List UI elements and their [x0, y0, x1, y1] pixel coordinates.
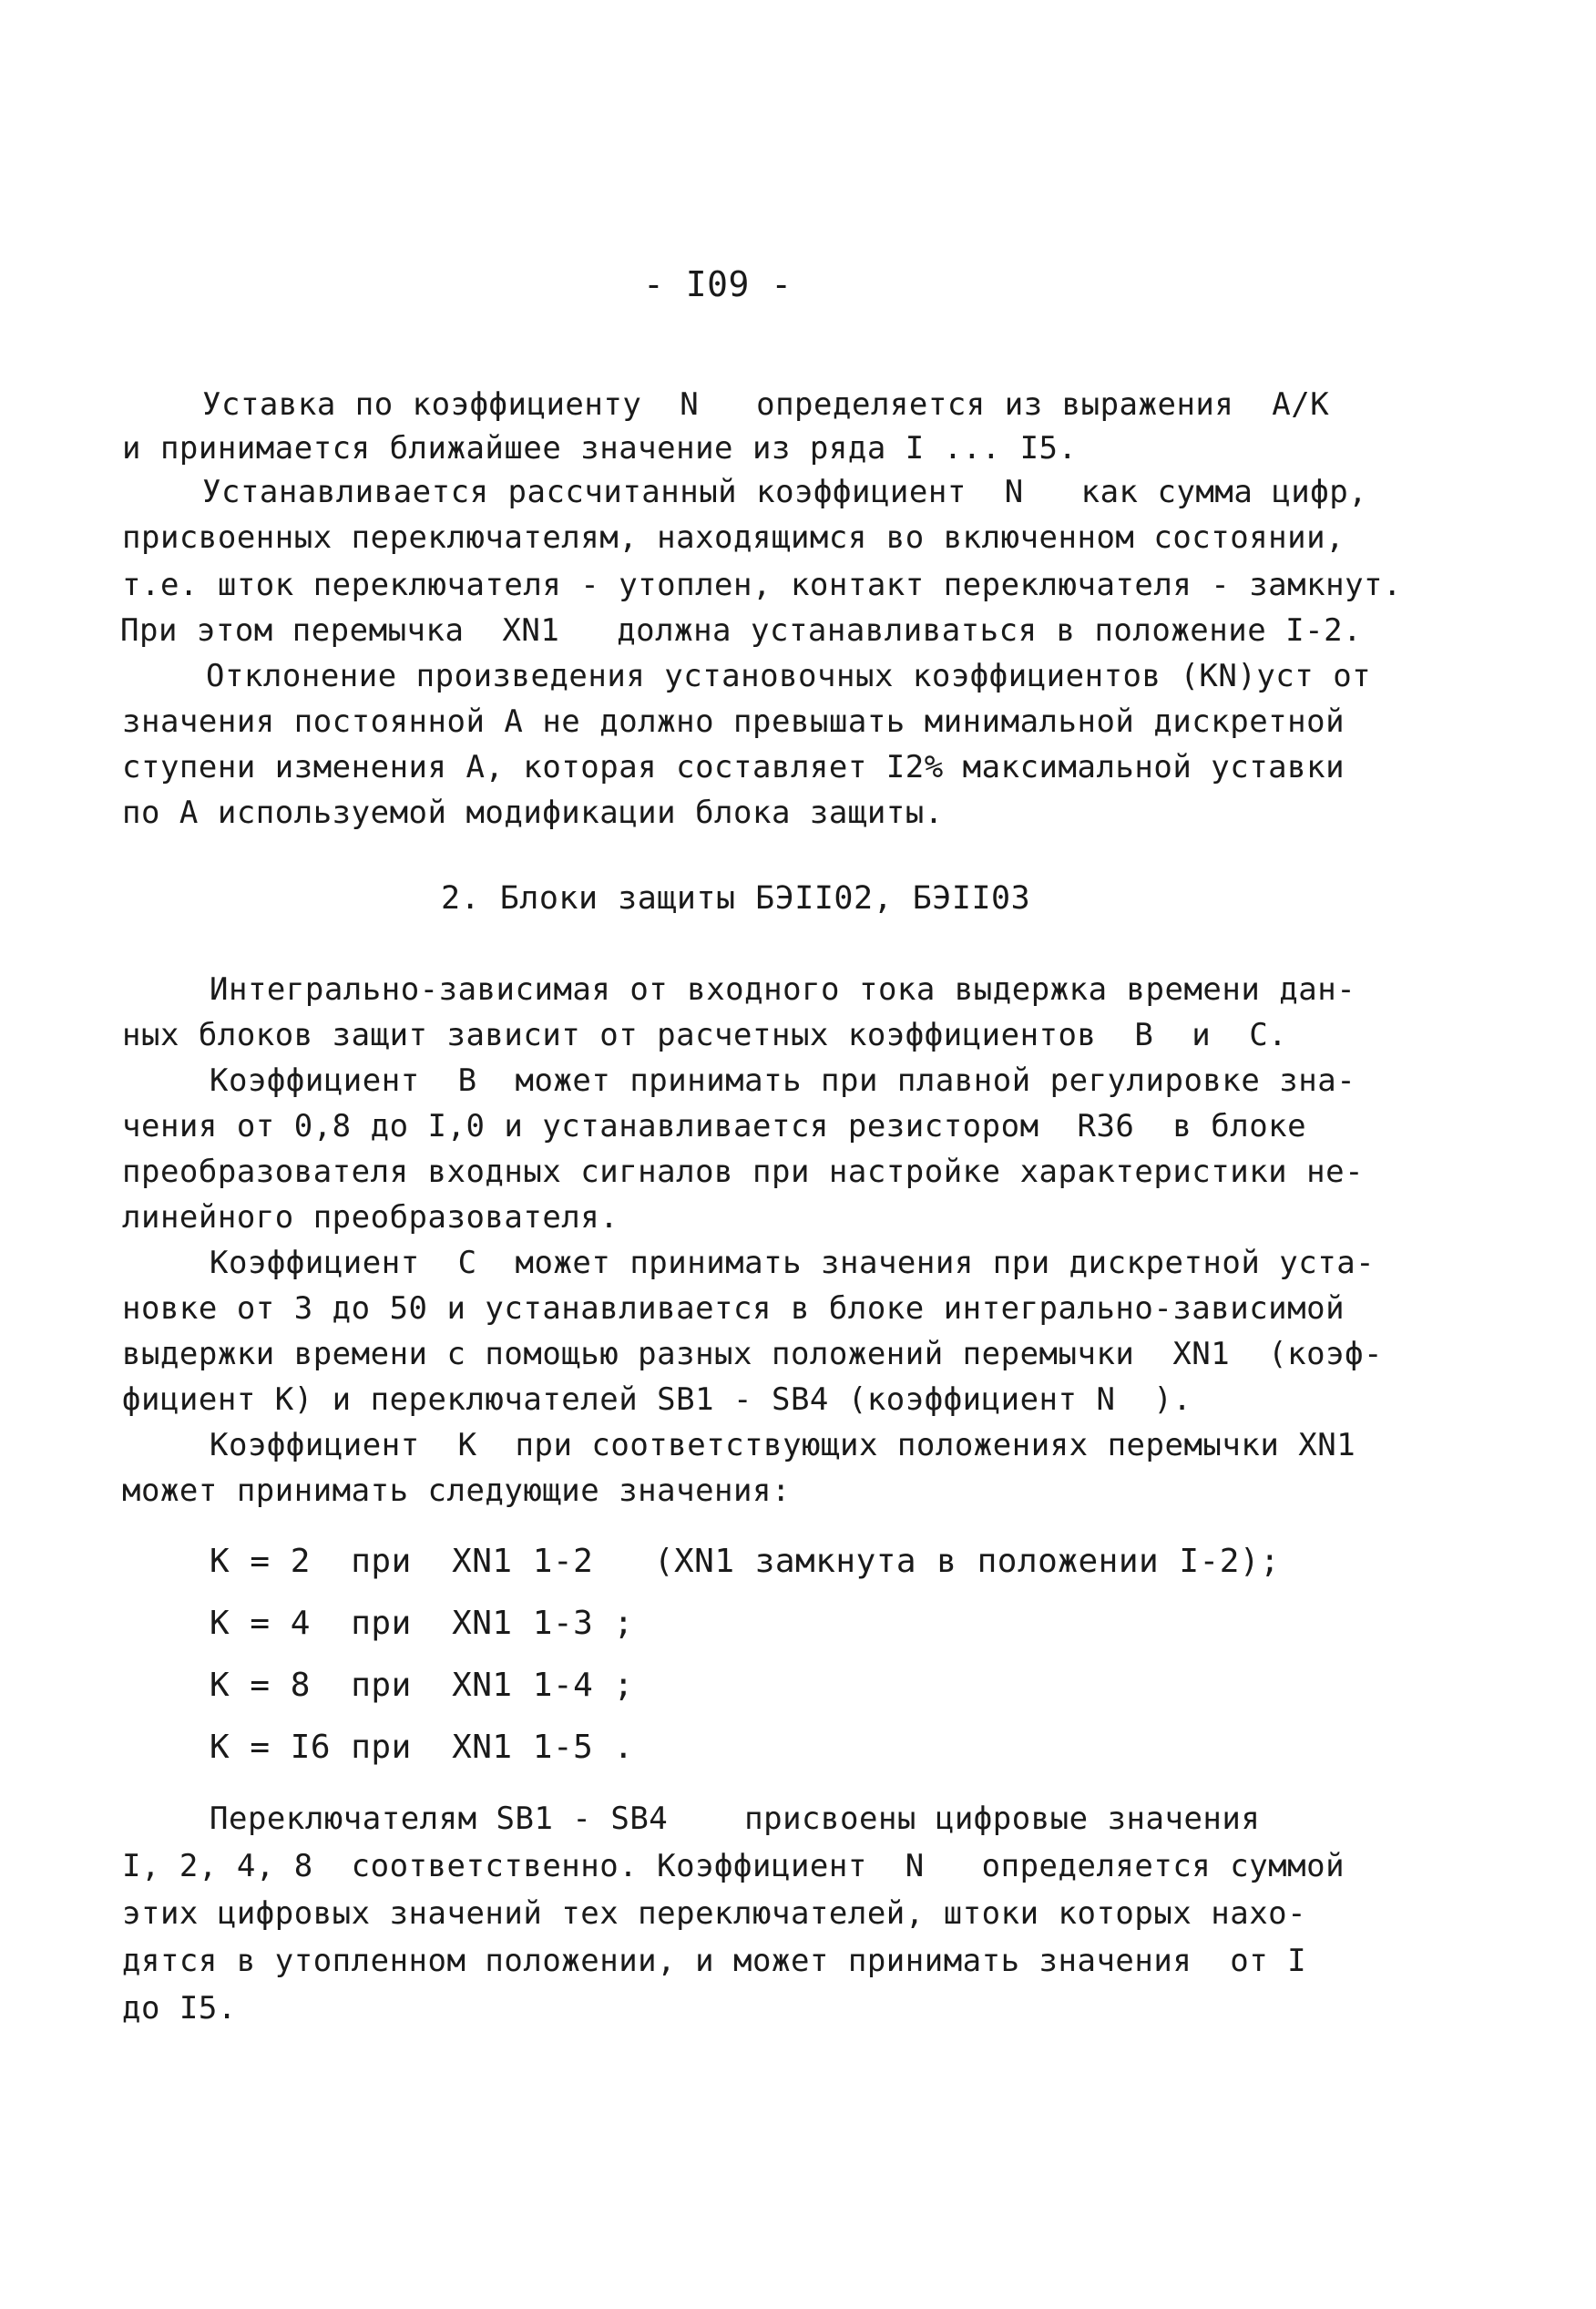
- paragraph-line: Коэффициент В может принимать при плавной регулировке зна-: [210, 1062, 1356, 1099]
- paragraph-line: может принимать следующие значения:: [122, 1473, 791, 1509]
- paragraph-line: дятся в утопленном положении, и может принимать значения от I: [122, 1943, 1307, 1979]
- paragraph-line: При этом перемычка XN1 должна устанавливаться в положение I-2.: [120, 612, 1363, 649]
- paragraph-line: выдержки времени с помощью разных положений перемычки XN1 (коэф-: [122, 1336, 1384, 1372]
- paragraph-line: т.е. шток переключателя - утоплен, контакт переключателя - замкнут.: [122, 567, 1402, 603]
- formula-line: К = I6 при XN1 1-5 .: [210, 1729, 634, 1766]
- paragraph-line: преобразователя входных сигналов при настройке характеристики не-: [122, 1154, 1365, 1190]
- paragraph-line: фициент К) и переключателей SB1 - SB4 (коэффициент N ).: [122, 1381, 1192, 1418]
- paragraph-line: I, 2, 4, 8 соответственно. Коэффициент N определяется суммой: [122, 1848, 1345, 1884]
- section-heading: 2. Блоки защиты БЭII02, БЭII03: [441, 880, 1031, 917]
- paragraph-line: до I5.: [122, 1990, 237, 2027]
- paragraph-line: ступени изменения А, которая составляет I2% максимальной уставки: [122, 749, 1345, 785]
- paragraph-line: Коэффициент С может принимать значения при дискретной уста-: [210, 1245, 1376, 1281]
- page-number: - I09 -: [643, 264, 793, 304]
- paragraph-line: Коэффициент К при соответствующих положениях перемычки XN1: [210, 1427, 1356, 1463]
- paragraph-line: новке от 3 до 50 и устанавливается в блоке интегрально-зависимой: [122, 1290, 1345, 1327]
- paragraph-line: линейного преобразователя.: [122, 1199, 619, 1236]
- paragraph-line: Устанавливается рассчитанный коэффициент N как сумма цифр,: [202, 474, 1368, 510]
- paragraph-line: этих цифровых значений тех переключателей, штоки которых нахо-: [122, 1895, 1307, 1932]
- formula-line: К = 8 при XN1 1-4 ;: [210, 1667, 634, 1704]
- paragraph-line: Отклонение произведения установочных коэффициентов (KN)уст от: [206, 658, 1372, 694]
- formula-line: К = 2 при XN1 1-2 (XN1 замкнута в положении I-2);: [210, 1543, 1281, 1580]
- paragraph-line: Уставка по коэффициенту N определяется из выражения А/К: [202, 386, 1330, 423]
- paragraph-line: Переключателям SB1 - SB4 присвоены цифровые значения: [210, 1801, 1261, 1837]
- paragraph-line: и принимается ближайшее значение из ряда I ... I5.: [122, 430, 1078, 467]
- paragraph-line: Интегрально-зависимая от входного тока выдержка времени дан-: [210, 971, 1356, 1008]
- paragraph-line: по А используемой модификации блока защиты.: [122, 795, 944, 831]
- paragraph-line: чения от 0,8 до I,0 и устанавливается резистором R36 в блоке: [122, 1108, 1307, 1144]
- paragraph-line: значения постоянной А не должно превышать минимальной дискретной: [122, 703, 1345, 740]
- formula-line: К = 4 при XN1 1-3 ;: [210, 1605, 634, 1642]
- paragraph-line: присвоенных переключателям, находящимся во включенном состоянии,: [122, 519, 1345, 556]
- paragraph-line: ных блоков защит зависит от расчетных коэффициентов В и С.: [122, 1017, 1288, 1053]
